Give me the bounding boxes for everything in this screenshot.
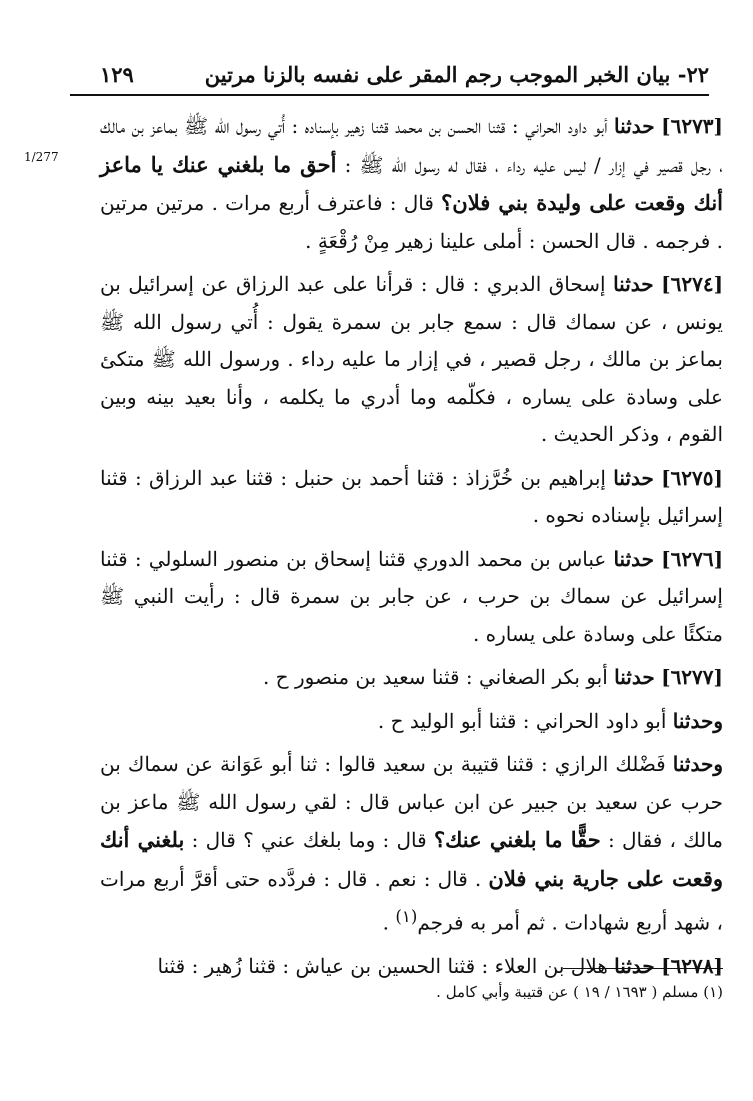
page-header bbox=[70, 62, 709, 96]
hadith-text-cont: قال : فاعترف أربع مرات . مرتين مرتين . فرجمه . قال الحسن : أملى علينا زهير مِنْ رُقْعَةٍ . bbox=[100, 191, 723, 253]
hadith-text: فَضْلك الرازي : قثنا قتيبة بن سعيد قالوا : ثنا أبو عَوَانة عن سماك بن حرب عن سعيد بن جبير عن ابن عباس قال : لقي رسول الله ﷺ ماعز بن مالك ، فقال : bbox=[100, 752, 724, 852]
hadith-text: أبو داود الحراني : قثنا أبو الوليد ح . bbox=[377, 708, 667, 733]
hadith-6275 bbox=[100, 460, 723, 535]
hadith-number: [٦٢٧٧] bbox=[661, 665, 723, 689]
hadith-text-cont-2: . قال : نعم . قال : فردَّده حتى أقرَّ أربع مرات ، شهد أربع شهادات . ثم أمر به فرجم bbox=[100, 866, 723, 935]
narration-keyword: حدثنا bbox=[613, 465, 654, 490]
hadith-text: إسحاق الدبري : قال : قرأنا على عبد الرزاق عن إسرائيل بن يونس ، عن سماك قال : سمع جابر بن سمرة يقول : أُتي رسول الله ﷺ بماعز بن مالك ، رجل قصير ، في إزار ما عليه رداء . ورسول الله ﷺ متكئ على وسادة على يساره ، فكلّمه وما أدري ما يكلمه ، وأنا بعيد بينه وبين القوم ، وذكر الحديث . bbox=[100, 272, 723, 446]
margin-reference: 1/277 bbox=[24, 150, 59, 164]
hadith-text: أبو بكر الصغاني : قثنا سعيد بن منصور ح . bbox=[262, 665, 608, 689]
narration-keyword: حدثنا bbox=[614, 114, 655, 138]
narration-keyword: حدثنا bbox=[614, 665, 655, 689]
hadith-6277-chain-3 bbox=[100, 746, 723, 942]
hadith-quote: حقًّا ما بلغني عنك؟ bbox=[433, 827, 601, 852]
hadith-text: أبو داود الحراني : قثنا الحسن بن محمد قثنا زهير بإسناده : أُتي رسول الله ﷺ بماعز بن مالك ، رجل قصير في إزار / ليس عليه رداء ، فقال له رسول الله ﷺ : bbox=[100, 114, 724, 177]
hadith-text: عباس بن محمد الدوري قثنا إسحاق بن منصور السلولي : قثنا إسرائيل عن سماك بن حرب ، عن جابر بن سمرة قال : رأيت النبي ﷺ متكئًا على وسادة على يساره . bbox=[100, 546, 723, 646]
hadith-text: هلال بن العلاء : قثنا الحسين بن عياش : قثنا زُهير : قثنا bbox=[157, 954, 608, 979]
hadith-6274 bbox=[100, 266, 723, 454]
footnote-marker[interactable]: (١) bbox=[395, 907, 418, 926]
hadith-number: [٦٢٧٨] bbox=[661, 954, 723, 979]
narration-keyword: حدثنا bbox=[613, 546, 654, 571]
hadith-text: إبراهيم بن خُرَّزاذ : قثنا أحمد بن حنبل : قثنا عبد الرزاق : قثنا إسرائيل بإسناده نحوه . bbox=[100, 465, 723, 527]
header-divider bbox=[70, 94, 709, 96]
narration-keyword: حدثنا bbox=[613, 272, 654, 296]
hadith-6276 bbox=[100, 541, 723, 654]
hadith-text-cont: قال : وما بلغك عني ؟ قال : bbox=[191, 828, 427, 852]
hadith-6277-chain-2 bbox=[100, 703, 723, 741]
footnote-divider bbox=[563, 968, 723, 969]
chapter-title: ٢٢- بيان الخبر الموجب رجم المقر على نفسه بالزنا مرتين bbox=[204, 62, 709, 87]
footnote: (١) مسلم ( ١٦٩٣ / ١٩ ) عن قتيبة وأبي كامل . bbox=[436, 983, 723, 1001]
hadith-number: [٦٢٧٦] bbox=[661, 546, 724, 571]
main-text bbox=[100, 108, 723, 992]
hadith-text-end: . bbox=[382, 910, 389, 935]
page-number: ١٢٩ bbox=[100, 62, 134, 87]
hadith-quote-2: بلغني أنك وقعت على جارية بني فلان bbox=[100, 827, 724, 891]
hadith-6277 bbox=[100, 659, 723, 697]
hadith-6273 bbox=[100, 108, 723, 260]
hadith-quote: أحق ما بلغني عنك يا ماعز أنك وقعت على وليدة بني فلان؟ bbox=[100, 151, 723, 215]
narration-keyword: حدثنا bbox=[614, 954, 655, 979]
hadith-number: [٦٢٧٣] bbox=[661, 114, 724, 138]
hadith-number: [٦٢٧٥] bbox=[661, 465, 723, 490]
hadith-number: [٦٢٧٤] bbox=[661, 272, 724, 296]
narration-keyword: وحدثنا bbox=[672, 708, 723, 733]
narration-keyword: وحدثنا bbox=[672, 752, 723, 776]
